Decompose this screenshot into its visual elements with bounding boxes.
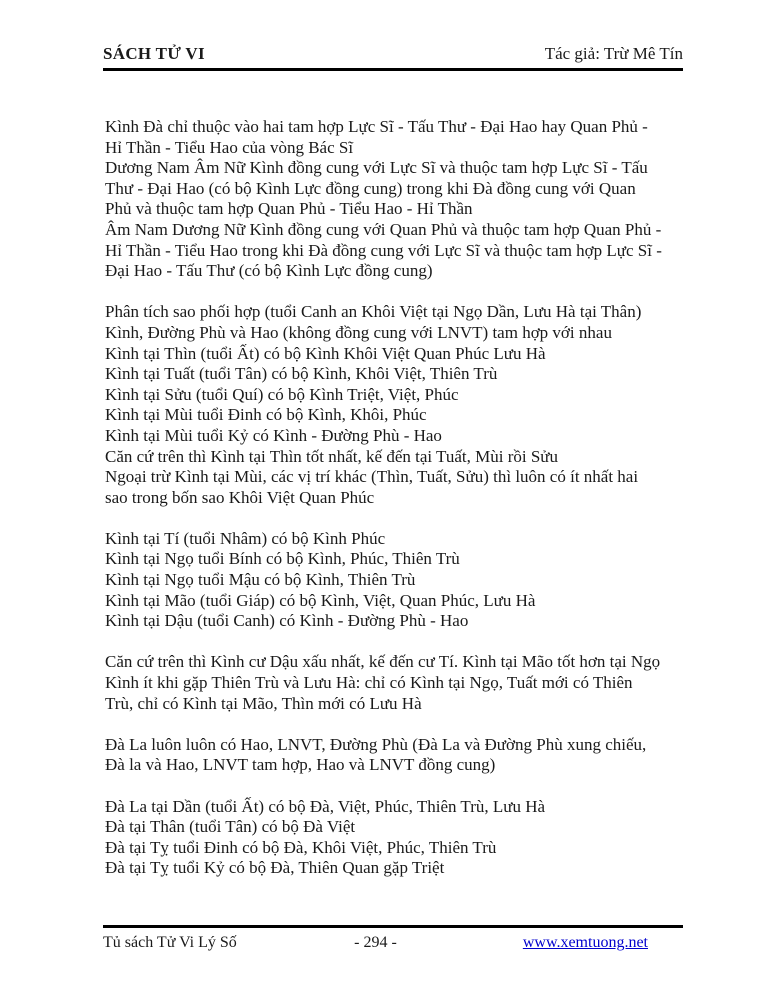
text-line: Đại Hao - Tấu Thư (có bộ Kình Lực đồng cung) (105, 261, 433, 281)
text-line: Trù, chỉ có Kình tại Mão, Thìn mới có Lưu Hà (105, 693, 422, 713)
text-line: Căn cứ trên thì Kình tại Thìn tốt nhất, kế đến tại Tuất, Mùi rồi Sửu (105, 446, 558, 466)
text-line: Dương Nam Âm Nữ Kình đồng cung với Lực Sĩ và thuộc tam hợp Lực Sĩ - Tấu (105, 158, 648, 178)
text-line: Đà tại Thân (tuổi Tân) có bộ Đà Việt (105, 817, 356, 837)
text-line: Kình tại Mùi tuổi Đinh có bộ Kình, Khôi, Phúc (105, 405, 427, 425)
paragraph-block (105, 529, 705, 632)
text-line: Đà tại Tỵ tuổi Kỷ có bộ Đà, Thiên Quan gặp Triệt (105, 858, 445, 878)
text-line: Kình tại Mão (tuổi Giáp) có bộ Kình, Việt, Quan Phúc, Lưu Hà (105, 590, 536, 610)
page-body (105, 117, 705, 879)
text-line: Kình Đà chỉ thuộc vào hai tam hợp Lực Sĩ - Tấu Thư - Đại Hao hay Quan Phủ - (105, 117, 648, 136)
page-number: - 294 - (354, 934, 397, 951)
paragraph-block (105, 117, 705, 282)
text-line: Kình tại Ngọ tuổi Mậu có bộ Kình, Thiên Trù (105, 570, 416, 590)
page-footer (103, 925, 683, 952)
text-line: Đà tại Tỵ tuổi Đinh có bộ Đà, Khôi Việt, Phúc, Thiên Trù (105, 837, 497, 857)
page-header (103, 44, 683, 71)
text-line: Thư - Đại Hao (có bộ Kình Lực đồng cung) trong khi Đà đồng cung với Quan (105, 178, 636, 198)
text-line: Đà la và Hao, LNVT tam hợp, Hao và LNVT đồng cung) (105, 755, 496, 775)
paragraph-block (105, 797, 705, 879)
text-line: Kình tại Dậu (tuổi Canh) có Kình - Đường Phù - Hao (105, 611, 469, 631)
paragraph-block (105, 302, 705, 508)
series-title: Tủ sách Tử Vi Lý Số (103, 934, 237, 951)
text-line: Kình tại Tí (tuổi Nhâm) có bộ Kình Phúc (105, 528, 386, 548)
text-line: Kình ít khi gặp Thiên Trù và Lưu Hà: chỉ có Kình tại Ngọ, Tuất mới có Thiên (105, 673, 633, 693)
text-line: Kình tại Sửu (tuổi Quí) có bộ Kình Triệt, Việt, Phúc (105, 384, 459, 404)
text-line: Kình tại Mùi tuổi Kỷ có Kình - Đường Phù - Hao (105, 425, 442, 445)
website-link[interactable]: www.xemtuong.net (522, 934, 648, 951)
text-line: Âm Nam Dương Nữ Kình đồng cung với Quan Phủ và thuộc tam hợp Quan Phủ - (105, 219, 662, 239)
text-line: Đà La tại Dần (tuổi Ất) có bộ Đà, Việt, Phúc, Thiên Trù, Lưu Hà (105, 796, 546, 816)
author-credit: Tác giả: Trừ Mê Tín (544, 44, 683, 63)
text-line: Kình tại Ngọ tuổi Bính có bộ Kình, Phúc, Thiên Trù (105, 549, 460, 569)
text-line: Kình tại Tuất (tuổi Tân) có bộ Kình, Khôi Việt, Thiên Trù (105, 364, 498, 384)
footer-link-area (397, 933, 683, 952)
text-line: sao trong bốn sao Khôi Việt Quan Phúc (105, 487, 375, 507)
text-line: Kình tại Thìn (tuổi Ất) có bộ Kình Khôi Việt Quan Phúc Lưu Hà (105, 343, 546, 363)
text-line: Đà La luôn luôn có Hao, LNVT, Đường Phù (Đà La và Đường Phù xung chiếu, (105, 734, 647, 754)
text-line: Căn cứ trên thì Kình cư Dậu xấu nhất, kế đến cư Tí. Kình tại Mão tốt hơn tại Ngọ (105, 652, 661, 672)
paragraph-block (105, 735, 705, 776)
text-line: Ngoại trừ Kình tại Mùi, các vị trí khác (Thìn, Tuất, Sửu) thì luôn có ít nhất hai (105, 467, 639, 487)
paragraph-block (105, 652, 705, 714)
text-line: Phủ và thuộc tam hợp Quan Phủ - Tiểu Hao - Hỉ Thần (105, 199, 473, 219)
book-title: SÁCH TỬ VI (103, 44, 205, 63)
text-line: Hỉ Thần - Tiểu Hao của vòng Bác Sĩ (105, 137, 354, 157)
text-line: Hỉ Thần - Tiểu Hao trong khi Đà đồng cung với Lực Sĩ và thuộc tam hợp Lực Sĩ - (105, 240, 662, 260)
text-line: Kình, Đường Phù và Hao (không đồng cung với LNVT) tam hợp với nhau (105, 322, 612, 342)
text-line: Phân tích sao phối hợp (tuổi Canh an Khôi Việt tại Ngọ Dần, Lưu Hà tại Thân) (105, 302, 642, 322)
